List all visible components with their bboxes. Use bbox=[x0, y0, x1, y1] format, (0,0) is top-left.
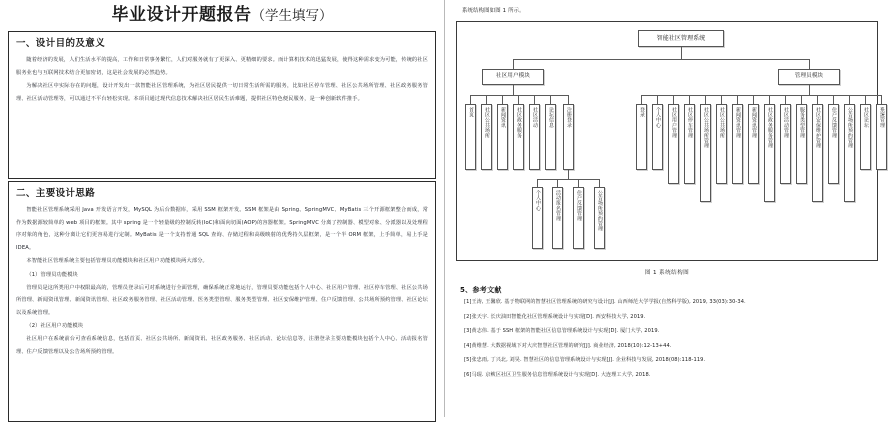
tree-leaf-admin-11: 服务类型管理 bbox=[796, 104, 807, 184]
tree-leaf-admin-12: 社区安保维护管理 bbox=[812, 104, 823, 202]
tree-connector-user-stem bbox=[513, 85, 514, 95]
tree-connector-register-sub-1 bbox=[537, 179, 538, 187]
reference-item-3: [3]黄志伟. 基于 SSH 框架的智能社区信息管理系统设计与实现[D]. 厦门大学, 2019. bbox=[464, 328, 660, 334]
tree-connector-admin-leaf-16 bbox=[881, 95, 882, 104]
tree-leaf-admin-2: 个人中心 bbox=[652, 104, 663, 170]
tree-leaf-user-5: 社区活动 bbox=[529, 104, 540, 170]
tree-connector-admin-leaf-15 bbox=[865, 95, 866, 104]
tree-connector-admin-stem bbox=[809, 85, 810, 95]
tree-leaf-admin-10: 社区活动管理 bbox=[780, 104, 791, 184]
reference-item-6: [6]马琨. 京鲅区社区卫生服务信息管理系统设计与实现[D]. 大连理工大学, 2018. bbox=[464, 371, 651, 378]
tree-connector-user-leaf-2 bbox=[486, 95, 487, 104]
tree-connector-admin-leaf-7 bbox=[737, 95, 738, 104]
tree-connector-root-stem bbox=[681, 47, 682, 59]
subsection-admin-heading: （1）管理员功能模块 bbox=[26, 271, 78, 278]
tree-connector-user-leaf-5 bbox=[534, 95, 535, 104]
tree-leaf-user-6: 论坛信息 bbox=[545, 104, 556, 170]
tree-connector-user-leaf-1 bbox=[470, 95, 471, 104]
tree-leaf-user-3: 新闻资讯 bbox=[497, 104, 508, 170]
tree-connector-admin-leaf-10 bbox=[785, 95, 786, 104]
tree-leaf-admin-16: 系统管理 bbox=[876, 104, 887, 170]
section-design-heading: 二、主要设计思路 bbox=[16, 188, 96, 199]
tree-connector-admin-leaf-3 bbox=[673, 95, 674, 104]
tree-leaf-admin-9: 社区政务服务管理 bbox=[764, 104, 775, 202]
system-structure-figure bbox=[456, 21, 885, 261]
tree-connector-admin-leaf-2 bbox=[657, 95, 658, 104]
tree-connector-user-leaf-6 bbox=[550, 95, 551, 104]
tree-connector-user-leaf-3 bbox=[502, 95, 503, 104]
tree-connector-register-stem bbox=[568, 170, 569, 179]
tree-connector-register-sub-4 bbox=[599, 179, 600, 187]
tree-leaf-admin-5: 社区公共场所管理 bbox=[700, 104, 711, 202]
tree-node-user-module: 社区用户模块 bbox=[482, 69, 544, 85]
tree-leaf-user-7: 注册登录 bbox=[563, 104, 574, 170]
tree-connector-admin-leaf-14 bbox=[849, 95, 850, 104]
tree-leaf-admin-8: 新闻资讯管理 bbox=[748, 104, 759, 184]
section-purpose-paragraph-2: 为解决社区中实际存在的问题，设计开发出一款智能社区管理系统，为社区居民提供一切日常生活所需的服务，比如社区停车管理、社区公共场所管理、社区政务服务管理、社区活动管理等，可以通过不平台轻松实现。本项目通过现代信息技术解决社区居民生活难题，提供社区特色便民服务，是一种创新软件推手。 bbox=[16, 83, 428, 102]
tree-node-admin-module: 管理员模块 bbox=[778, 69, 840, 85]
tree-connector-user-drop bbox=[513, 59, 514, 69]
section-design-frame bbox=[8, 181, 436, 422]
section-design-paragraph-1: 智能社区管理系统采用 Java 开发语言开发，MySQL 为后台数据库，采用 SSM 框架开发。SSM 框架是由 Spring、SpringMVC、MyBatis 三个开源框架整合而成，常作为数据源较简单的 web 项目的框架。其中 spring 是一个轻量级的控制反转(IoC)和面向切面(AOP)的容器框架。SpringMVC 分离了控制器、模型对象、分派器以及处理程序对象的角色，这种分离让它们更容易进行定制。MyBatis 是一个支持普通 SQL 查询、存储过程和高级映射的优秀持久层框架，是一个半 ORM 框架，上手简单，易上手是 IDEA。 bbox=[16, 207, 428, 251]
tree-leaf-admin-13: 住户反馈管理 bbox=[828, 104, 839, 184]
figure-lead-text: 系统结构图如图 1 所示。 bbox=[462, 8, 525, 14]
section-purpose-paragraph-1: 随着经济的发展，人们生活水平的提高，工作和日常事务繁忙，人们对服务就有了更深入、更精细的要求。而计算机技术的迅猛发展，使得这种需求变为可能，传统的社区服务业也与互联网技术结合更加密切，这是社会发展的必然趋势。 bbox=[16, 57, 428, 76]
tree-subleaf-user-3: 住户反馈管理 bbox=[573, 187, 584, 249]
tree-leaf-admin-1: 登录 bbox=[636, 104, 647, 170]
tree-connector-admin-drop bbox=[809, 59, 810, 69]
tree-leaf-user-2: 社区公共场所 bbox=[481, 104, 492, 170]
tree-leaf-admin-4: 社区停车管理 bbox=[684, 104, 695, 184]
tree-connector-register-sub-3 bbox=[578, 179, 579, 187]
reference-item-4: [4]黄维慧. 大数据视域下对大庆智慧社区管理的研究[J]. 商业经济, 2018(10):12-13+44. bbox=[464, 342, 672, 349]
tree-leaf-admin-3: 社区用户管理 bbox=[668, 104, 679, 184]
tree-leaf-admin-6: 社区公共场所 bbox=[716, 104, 727, 184]
page-title-sub: （学生填写） bbox=[251, 8, 333, 24]
tree-connector-user-leaf-4 bbox=[518, 95, 519, 104]
tree-connector-admin-leaf-12 bbox=[817, 95, 818, 104]
tree-leaf-admin-15: 社区论坛 bbox=[860, 104, 871, 170]
tree-connector-admin-leaf-bus bbox=[641, 95, 881, 96]
tree-connector-register-bus bbox=[537, 179, 599, 180]
tree-leaf-admin-7: 新闻资讯管理 bbox=[732, 104, 743, 184]
subsection-user-paragraph: 社区用户在系统前台可查看系统信息，包括首页、社区公共场所、新闻资讯、社区政务服务、社区活动、论坛信息等，注册登录主要功能模块包括个人中心、活动报名管理、住户反馈管理以及公告场所预约管理。 bbox=[16, 335, 428, 355]
tree-subleaf-user-4: 公告场所预约管理 bbox=[594, 187, 605, 249]
section-design-paragraph-2: 本智能社区管理系统主要包括管理员功能模块和社区用户功能模块两大部分。 bbox=[26, 258, 208, 265]
tree-connector-admin-leaf-13 bbox=[833, 95, 834, 104]
tree-node-root: 智能社区管理系统 bbox=[638, 30, 724, 47]
figure-caption: 图 1 系统结构图 bbox=[644, 270, 690, 276]
tree-leaf-user-1: 首页 bbox=[465, 104, 476, 170]
tree-connector-admin-leaf-9 bbox=[769, 95, 770, 104]
section-purpose-heading: 一、设计目的及意义 bbox=[16, 38, 106, 49]
tree-subleaf-user-2: 活动报名管理 bbox=[552, 187, 563, 249]
tree-subleaf-user-1: 个人中心 bbox=[532, 187, 543, 249]
subsection-admin-paragraph: 管理员是这所类用户中权限最高的，管理员登录后可对系统进行全面管理，确保系统正常地运行，管理员要功能包括个人中心、社区用户管理、社区停车管理、社区公共场所管理、新闻资讯管理、新闻资讯管理、社区政务服务管理、社区活动管理、医务类型管理、服务类型管理、社区安保维护管理、住户反馈管理、公共场所预约管理、社区论坛以及系统管理。 bbox=[16, 284, 428, 316]
tree-connector-admin-leaf-5 bbox=[705, 95, 706, 104]
tree-leaf-user-4: 社区政务服务 bbox=[513, 104, 524, 170]
tree-connector-admin-leaf-8 bbox=[753, 95, 754, 104]
tree-connector-admin-leaf-4 bbox=[689, 95, 690, 104]
reference-item-1: [1]王涛, 王馨欣. 基于物联网的智慧社区管理系统的研究与设计[J]. 山西师范大学学报(自然科学版), 2019, 33(03):30-34. bbox=[464, 299, 746, 305]
tree-connector-admin-leaf-1 bbox=[641, 95, 642, 104]
page-gutter-divider bbox=[444, 0, 445, 417]
reference-item-2: [2]张天宇. 长庆油田智能化社区管理系统设计与实现[D]. 西安科技大学, 2019. bbox=[464, 313, 646, 320]
tree-leaf-admin-14: 公告场所预约管理 bbox=[844, 104, 855, 202]
tree-connector-user-leaf-7 bbox=[568, 95, 569, 104]
tree-connector-admin-leaf-11 bbox=[801, 95, 802, 104]
tree-connector-register-sub-2 bbox=[557, 179, 558, 187]
tree-connector-admin-leaf-6 bbox=[721, 95, 722, 104]
subsection-user-heading: （2）社区用户功能模块 bbox=[26, 323, 84, 330]
system-structure-tree bbox=[457, 22, 885, 260]
tree-connector-user-leaf-bus bbox=[470, 95, 568, 96]
reference-item-5: [5]张忠雨, 丁兴北, 刘昊. 智慧社区的信息管理系统设计与实现[J]. 企业科技与发展, 2018(08):118-119. bbox=[464, 357, 706, 363]
references-heading: 5、参考文献 bbox=[460, 286, 502, 294]
right-page bbox=[444, 0, 888, 417]
page-title-main: 毕业设计开题报告 bbox=[111, 5, 252, 25]
page-title bbox=[6, 4, 438, 27]
left-page bbox=[0, 0, 444, 417]
section-purpose-frame bbox=[8, 31, 436, 179]
tree-connector-level2-bus bbox=[513, 59, 809, 60]
